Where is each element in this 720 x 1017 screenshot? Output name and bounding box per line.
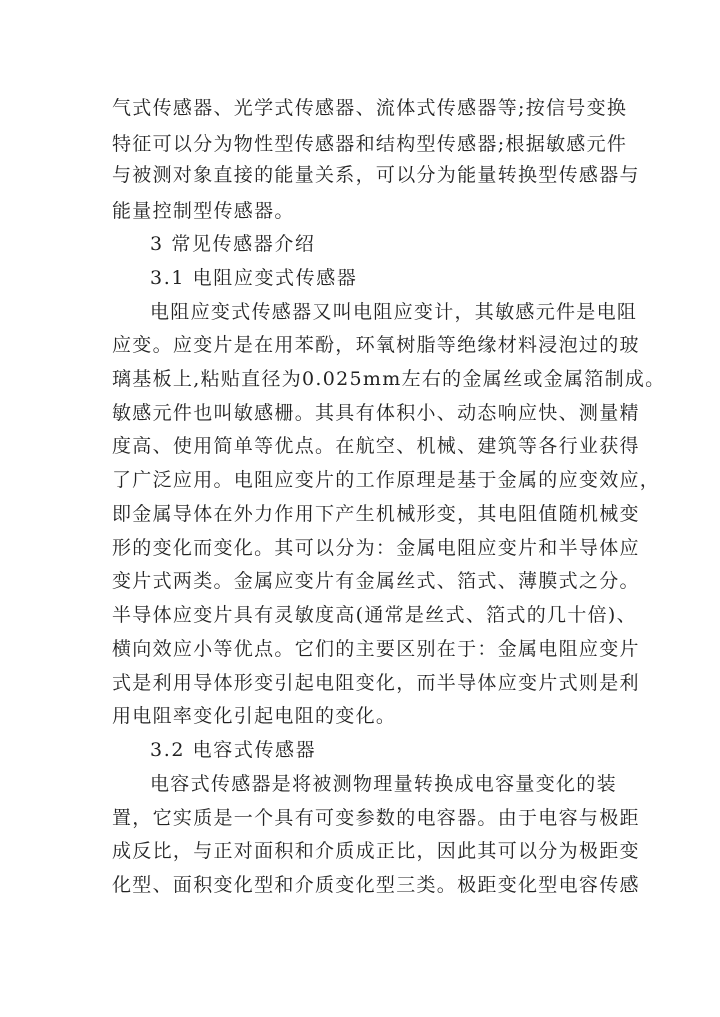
text-line: 与被测对象直接的能量关系，可以分为能量转换型传感器与 [112,164,640,186]
text-line: 用电阻率变化引起电阻的变化。 [112,705,397,727]
text-line: 敏感元件也叫敏感栅。其具有体积小、动态响应快、测量精 [112,402,640,424]
paragraph-first-line: 电阻应变式传感器又叫电阻应变计，其敏感元件是电阻 [150,301,638,323]
paragraph-first-line: 电容式传感器是将被测物理量转换成电容量变化的装 [150,773,617,795]
text-line: 形的变化而变化。其可以分为：金属电阻应变片和半导体应 [112,537,640,559]
text-line: 气式传感器、光学式传感器、流体式传感器等;按信号变换 [112,97,628,119]
text-line: 化型、面积变化型和介质变化型三类。极距变化型电容传感 [112,874,640,896]
text-line: 特征可以分为物性型传感器和结构型传感器;根据敏感元件 [112,133,628,155]
text-line: 璃基板上,粘贴直径为0.025mm左右的金属丝或金属箔制成。 [112,368,666,390]
subsection-heading: 3.1 电阻应变式传感器 [150,267,358,289]
text-line: 成反比，与正对面积和介质成正比，因此其可以分为极距变 [112,840,640,862]
text-line: 了广泛应用。电阻应变片的工作原理是基于金属的应变效应， [112,469,661,491]
text-line: 横向效应小等优点。它们的主要区别在于：金属电阻应变片 [112,638,640,660]
text-line: 式是利用导体形变引起电阻变化，而半导体应变片式则是利 [112,672,640,694]
text-line: 能量控制型传感器。 [112,200,295,222]
section-heading: 3 常见传感器介绍 [150,233,316,255]
text-line: 应变。应变片是在用苯酚，环氧树脂等绝缘材料浸泡过的玻 [112,334,640,356]
text-line: 度高、使用简单等优点。在航空、机械、建筑等各行业获得 [112,435,640,457]
text-line: 半导体应变片具有灵敏度高(通常是丝式、箔式的几十倍)、 [112,604,637,626]
text-line: 变片式两类。金属应变片有金属丝式、箔式、薄膜式之分。 [112,570,640,592]
text-line: 即金属导体在外力作用下产生机械形变，其电阻值随机械变 [112,503,640,525]
text-line: 置，它实质是一个具有可变参数的电容器。由于电容与极距 [112,807,640,829]
subsection-heading: 3.2 电容式传感器 [150,739,317,761]
